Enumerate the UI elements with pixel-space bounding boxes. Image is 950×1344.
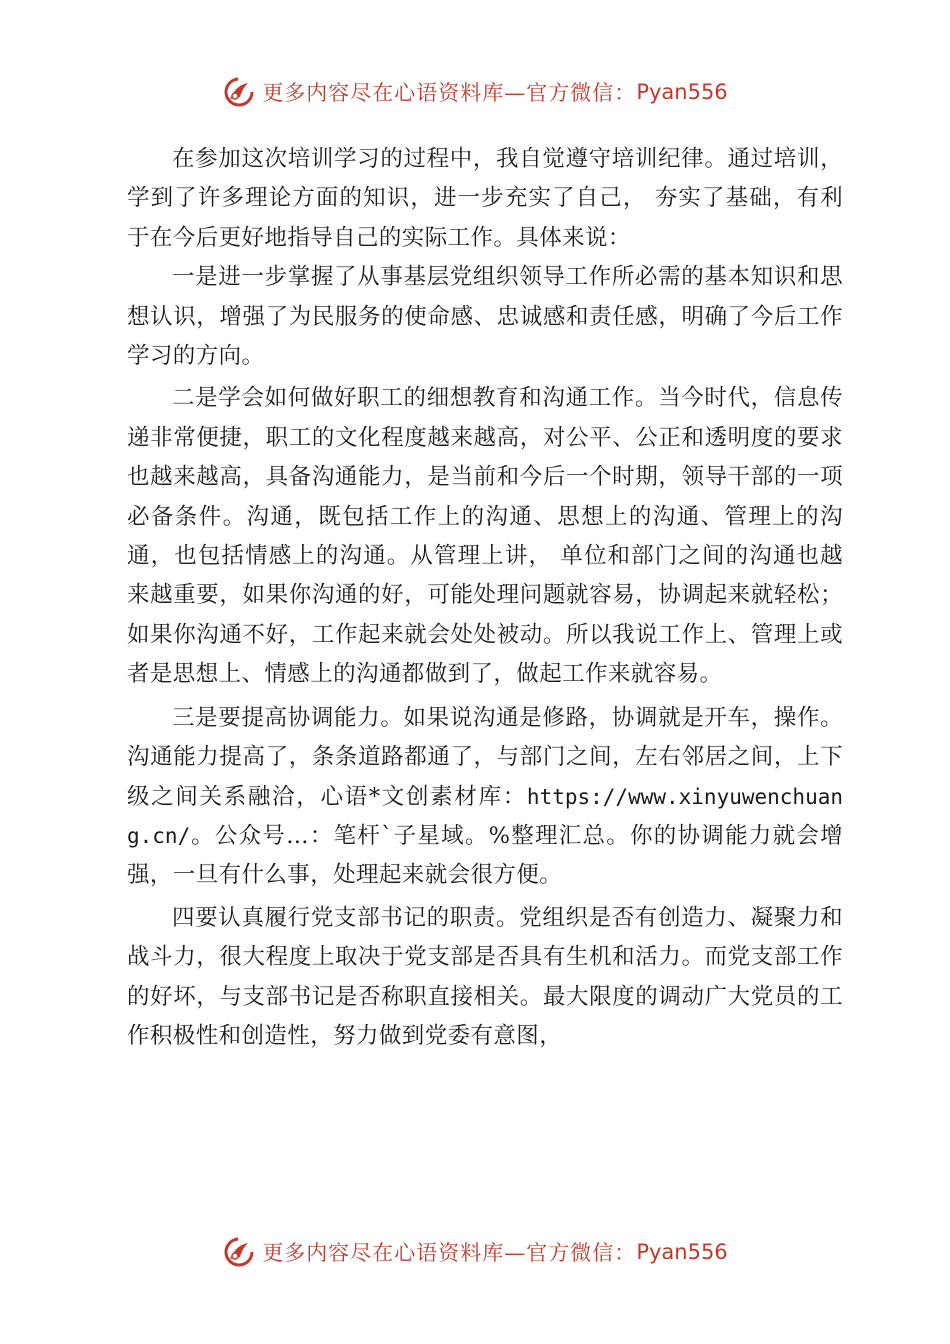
paragraph-point-three-text-b: 。公众号…：笔杆`子星域。%整理汇总。你的协调能力就会增强，一旦有什么事，处理起来就会很方便。 [127,822,843,889]
paragraph-point-three-text-a: 三是要提高协调能力。如果说沟通是修路，协调就是开车，操作。沟通能力提高了，条条道路都通了，与部门之间，左右邻居之间，上下级之间关系融洽，心语*文创素材库： [127,704,843,810]
paragraph-point-three [127,699,843,896]
banner-text: 更多内容尽在心语资料库—官方微信： [262,1241,637,1265]
paragraph-point-three-url: https://www.xinyuwenchuang.cn/ [127,784,843,848]
banner-text: 更多内容尽在心语资料库—官方微信： [262,81,637,105]
paragraph-point-one: 一是进一步掌握了从事基层党组织领导工作所必需的基本知识和思想认识，增强了为民服务的使命感、忠诚感和责任感，明确了今后工作学习的方向。 [127,264,843,370]
paragraph-point-four: 四要认真履行党支部书记的职责。党组织是否有创造力、凝聚力和战斗力，很大程度上取决于党支部是否具有生机和活力。而党支部工作的好坏，与支部书记是否称职直接相关。最大限度的调动广大党员的工作积极性和创造性，努力做到党委有意图， [127,904,843,1049]
brand-logo-icon [222,75,256,109]
paragraph-point-two: 二是学会如何做好职工的细想教育和沟通工作。当今时代，信息传递非常便捷，职工的文化程度越来越高，对公平、公正和透明度的要求也越来越高，具备沟通能力，是当前和今后一个时期，领导干部的一项必备条件。沟通，既包括工作上的沟通、思想上的沟通、管理上的沟通，也包括情感上的沟通。从管理上讲， 单位和部门之间的沟通也越来越重要，如果你沟通的好，可能处理问题就容易，协调起来就轻松；如果你沟通不好，工作起来就会处处被动。所以我说工作上、管理上或者是思想上、情感上的沟通都做到了，做起工作来就容易。 [127,385,843,688]
brand-logo-icon [222,1235,256,1269]
banner-wechat-id: Pyan556 [636,80,728,104]
document-body [127,140,843,1056]
banner-wechat-id: Pyan556 [636,1240,728,1264]
header-watermark-banner [0,70,950,114]
footer-watermark-banner [0,1230,950,1274]
paragraph-intro: 在参加这次培训学习的过程中，我自觉遵守培训纪律。通过培训，学到了许多理论方面的知识，进一步充实了自己， 夯实了基础，有利于在今后更好地指导自己的实际工作。具体来说： [127,146,843,251]
